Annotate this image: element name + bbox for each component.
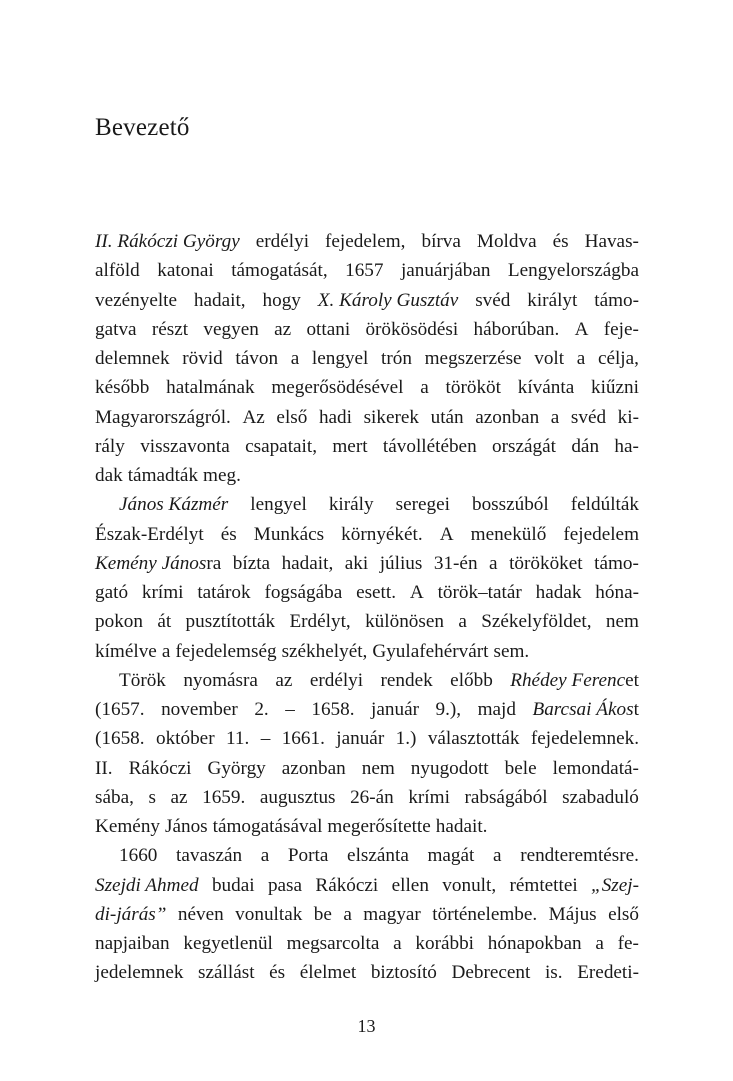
word: székhelyét, bbox=[281, 640, 368, 662]
text-line bbox=[95, 637, 639, 666]
word: előbb bbox=[450, 669, 493, 691]
word: nyomásra bbox=[183, 669, 258, 691]
word: vezényelte bbox=[95, 289, 178, 311]
word: II. bbox=[95, 757, 113, 779]
text-line bbox=[95, 490, 639, 519]
word: török–tatár bbox=[437, 582, 522, 603]
word: erdélyi bbox=[309, 669, 364, 691]
word bbox=[95, 227, 240, 256]
word: után bbox=[430, 406, 464, 428]
text-line bbox=[95, 344, 639, 373]
paragraph bbox=[95, 666, 639, 842]
word: augusztus bbox=[259, 786, 336, 808]
word bbox=[95, 900, 166, 929]
italic-text: X. Károly Gusztáv bbox=[317, 289, 459, 311]
word: Székelyföldet, bbox=[481, 611, 592, 633]
word: örökösödési bbox=[365, 318, 459, 340]
word: (1657. bbox=[95, 699, 145, 720]
text-line bbox=[95, 432, 639, 461]
word: rabságából bbox=[464, 786, 548, 808]
word: lengyel bbox=[250, 494, 307, 516]
word: pokon bbox=[95, 611, 143, 633]
word: csapatait, bbox=[245, 435, 318, 457]
word: krími bbox=[408, 786, 450, 808]
word: szabaduló bbox=[562, 786, 639, 808]
word: 9.), bbox=[435, 699, 462, 720]
word: október bbox=[155, 728, 215, 750]
text-line bbox=[95, 578, 639, 607]
word: volt bbox=[534, 348, 565, 369]
text-line bbox=[95, 403, 639, 432]
word-part: Rhédey Ferenc bbox=[510, 669, 626, 691]
word: az bbox=[275, 669, 293, 691]
word: 11. bbox=[226, 728, 250, 750]
word: ottani bbox=[306, 318, 351, 340]
word: – bbox=[260, 728, 271, 750]
word: lemondatá- bbox=[552, 757, 639, 779]
text-line bbox=[95, 286, 639, 315]
word: királyt bbox=[527, 289, 578, 311]
text-line bbox=[95, 520, 639, 549]
paragraph bbox=[95, 490, 639, 666]
word: az bbox=[274, 318, 292, 340]
text-line bbox=[95, 724, 639, 753]
word: azonban bbox=[281, 757, 346, 779]
word: erdélyi bbox=[255, 231, 310, 252]
word: fejedelemség bbox=[175, 640, 277, 662]
word: az bbox=[170, 786, 188, 808]
word: fogságába bbox=[264, 582, 343, 603]
word: július bbox=[379, 552, 423, 574]
word: magát bbox=[427, 845, 475, 867]
word: korábbi bbox=[415, 933, 475, 954]
word: A bbox=[409, 582, 424, 603]
word: sába, bbox=[95, 786, 134, 808]
word: hadait, bbox=[281, 552, 334, 574]
word: részt bbox=[151, 318, 189, 340]
word: meg. bbox=[203, 465, 241, 486]
word: támogatásával bbox=[212, 816, 323, 837]
italic-text: Szejdi Ahmed bbox=[95, 874, 199, 896]
italic-text: di-járás” bbox=[95, 903, 167, 925]
word: Porta bbox=[287, 845, 329, 867]
word: napjaiban bbox=[95, 933, 170, 954]
word: Észak-Erdélyt bbox=[95, 523, 204, 545]
word: élelmet bbox=[299, 962, 357, 984]
word: megerősítette bbox=[327, 816, 431, 837]
word: seregei bbox=[395, 494, 450, 516]
word: rendek bbox=[380, 669, 433, 691]
word: a bbox=[458, 611, 467, 633]
word bbox=[119, 490, 228, 519]
word: krími bbox=[141, 582, 184, 603]
word: Magyarországról. bbox=[95, 406, 231, 428]
word: a bbox=[343, 903, 352, 925]
word: Török bbox=[119, 669, 166, 691]
text-line bbox=[95, 783, 639, 812]
word: Moldva bbox=[476, 231, 537, 252]
word: a bbox=[161, 640, 171, 662]
word: 1659. bbox=[202, 786, 246, 808]
text-line bbox=[95, 256, 639, 285]
page-number: 13 bbox=[357, 1016, 376, 1036]
word: januárjában bbox=[400, 260, 491, 282]
word: január bbox=[336, 728, 385, 750]
word: sikerek bbox=[363, 406, 419, 428]
word: első bbox=[276, 406, 308, 428]
word: ha- bbox=[614, 435, 639, 457]
word: Rákóczi bbox=[315, 874, 379, 896]
word: szállást bbox=[198, 962, 255, 984]
word: hadait, bbox=[193, 289, 246, 311]
body-text bbox=[95, 227, 639, 988]
word-part: Kemény János bbox=[95, 552, 207, 574]
word: kímélve bbox=[95, 640, 157, 662]
word: környékét. bbox=[341, 523, 423, 545]
word: feje- bbox=[603, 318, 639, 340]
word: november bbox=[161, 699, 238, 720]
word: 1660 bbox=[119, 845, 158, 867]
word: svéd bbox=[475, 289, 511, 311]
word: Lengyelországba bbox=[507, 260, 639, 282]
word: és bbox=[220, 523, 237, 545]
word: bírva bbox=[421, 231, 461, 252]
word: pusztították bbox=[185, 611, 276, 633]
word: fejedelem bbox=[563, 523, 639, 545]
word-part: ra bbox=[206, 552, 222, 574]
word: vegyen bbox=[203, 318, 259, 340]
word: A bbox=[439, 523, 454, 545]
word: király bbox=[328, 494, 374, 516]
word: a bbox=[393, 933, 402, 954]
word: a bbox=[260, 845, 270, 867]
word: 26-án bbox=[350, 786, 394, 808]
word: hadait. bbox=[435, 816, 488, 837]
word: mert bbox=[332, 435, 368, 457]
word: be bbox=[313, 903, 332, 925]
word: menekülő bbox=[470, 523, 547, 545]
word: aki bbox=[344, 552, 369, 574]
word: katonai bbox=[157, 260, 214, 282]
word: vonultak bbox=[235, 903, 303, 925]
word: esett. bbox=[356, 582, 397, 603]
italic-text: „Szej- bbox=[591, 874, 639, 896]
word: 1661. bbox=[281, 728, 325, 750]
word: fe- bbox=[617, 933, 639, 954]
word: néven bbox=[177, 903, 224, 925]
word: gató bbox=[95, 582, 129, 603]
word: s bbox=[148, 786, 156, 808]
word: Az bbox=[242, 406, 265, 428]
word: Debrecent bbox=[451, 962, 531, 984]
word: 1658. bbox=[311, 699, 355, 720]
text-line bbox=[95, 373, 639, 402]
word: rövid bbox=[182, 348, 223, 369]
word: trón bbox=[381, 348, 412, 369]
word: Kemény bbox=[95, 816, 161, 837]
word: lengyel bbox=[311, 348, 369, 369]
word: rendteremtésre. bbox=[520, 845, 639, 867]
word: Havas- bbox=[584, 231, 639, 252]
word: alföld bbox=[95, 260, 140, 282]
word: Munkács bbox=[253, 523, 325, 545]
word: választották bbox=[427, 728, 520, 750]
word: első bbox=[608, 903, 639, 925]
word: Eredeti- bbox=[577, 962, 639, 984]
word: megsarcolta bbox=[286, 933, 380, 954]
word: gatva bbox=[95, 318, 137, 340]
word: Erdélyt, bbox=[289, 611, 351, 633]
word: a bbox=[290, 348, 300, 369]
word: támo- bbox=[594, 552, 639, 574]
word: Rákóczi bbox=[128, 757, 192, 779]
word: a bbox=[420, 377, 429, 399]
word: György bbox=[207, 757, 266, 779]
word: pasa bbox=[267, 874, 303, 896]
word: később bbox=[95, 377, 150, 399]
word: hogy bbox=[262, 289, 301, 311]
chapter-title: Bevezető bbox=[95, 114, 190, 141]
text-line bbox=[95, 754, 639, 783]
word: delemnek bbox=[95, 348, 170, 369]
word: hadak bbox=[535, 582, 582, 603]
text-line bbox=[95, 841, 639, 870]
word: nyugodott bbox=[410, 757, 489, 779]
text-line bbox=[95, 900, 639, 929]
word: távon bbox=[235, 348, 279, 369]
word bbox=[510, 666, 639, 695]
text-line bbox=[95, 549, 639, 578]
text-line bbox=[95, 315, 639, 344]
word: a bbox=[576, 348, 586, 369]
italic-text: János Kázmér bbox=[119, 494, 229, 516]
word: nem bbox=[361, 757, 395, 779]
word: 1.) bbox=[395, 728, 417, 750]
word: elszánta bbox=[347, 845, 409, 867]
word bbox=[591, 871, 639, 900]
word: bele bbox=[504, 757, 537, 779]
word: visszavonta bbox=[140, 435, 230, 457]
word: tatárok bbox=[197, 582, 251, 603]
word: támadták bbox=[127, 465, 199, 486]
word: azonban bbox=[475, 406, 540, 428]
word: és bbox=[269, 962, 286, 984]
word: feldúlták bbox=[570, 494, 639, 516]
word: hónapokban bbox=[487, 933, 582, 954]
word: rémtettei bbox=[509, 874, 578, 896]
word: törököt bbox=[445, 377, 501, 399]
word bbox=[532, 695, 638, 724]
word bbox=[95, 549, 221, 578]
italic-text: II. Rákóczi György bbox=[95, 231, 240, 252]
word: vonult, bbox=[442, 874, 497, 896]
word-part: Barcsai Ákos bbox=[532, 699, 634, 720]
word: különösen bbox=[365, 611, 444, 633]
text-line bbox=[95, 695, 639, 724]
word: (1658. bbox=[95, 728, 145, 750]
word: majd bbox=[477, 699, 516, 720]
word: háborúban. bbox=[473, 318, 560, 340]
word: támo- bbox=[594, 289, 639, 311]
text-line bbox=[95, 666, 639, 695]
word: fejedelemnek. bbox=[530, 728, 639, 750]
text-line bbox=[95, 227, 639, 256]
word: hadi bbox=[318, 406, 352, 428]
word: 2. bbox=[254, 699, 269, 720]
word: a bbox=[595, 933, 604, 954]
word: a bbox=[550, 406, 560, 428]
paragraph bbox=[95, 227, 639, 490]
word: a bbox=[489, 552, 498, 574]
word: megszerzése bbox=[424, 348, 522, 369]
text-line bbox=[95, 461, 639, 490]
word: ki- bbox=[617, 406, 639, 428]
text-line bbox=[95, 958, 639, 987]
word: magyar bbox=[363, 903, 421, 925]
word: hatalmának bbox=[166, 377, 255, 399]
word: távollétében bbox=[382, 435, 477, 457]
word: kiűzni bbox=[590, 377, 639, 399]
text-line bbox=[95, 929, 639, 958]
word: Május bbox=[548, 903, 597, 925]
word: dak bbox=[95, 465, 123, 486]
word: kívánta bbox=[517, 377, 575, 399]
word: át bbox=[157, 611, 172, 633]
text-line bbox=[95, 871, 639, 900]
word: rály bbox=[95, 435, 125, 457]
word: célja, bbox=[597, 348, 639, 369]
word: támogatását, bbox=[231, 260, 328, 282]
word: és bbox=[552, 231, 569, 252]
word: 31-én bbox=[433, 552, 478, 574]
paragraph bbox=[95, 841, 639, 987]
word: Gyulafehérvárt bbox=[372, 640, 489, 662]
text-line bbox=[95, 812, 639, 841]
word: 1657 bbox=[345, 260, 384, 282]
word: január bbox=[371, 699, 419, 720]
word: bízta bbox=[232, 552, 271, 574]
word bbox=[318, 286, 459, 315]
word: jedelemnek bbox=[95, 962, 184, 984]
word-part: t bbox=[633, 699, 639, 720]
word: hóna- bbox=[595, 582, 639, 603]
word: – bbox=[285, 699, 295, 720]
word bbox=[95, 871, 199, 900]
word: országát bbox=[492, 435, 556, 457]
word: fejedelem, bbox=[325, 231, 406, 252]
word: megerősödésével bbox=[271, 377, 404, 399]
word: bosszúból bbox=[471, 494, 549, 516]
word: dán bbox=[571, 435, 600, 457]
word: svéd bbox=[570, 406, 607, 428]
word: történelembe. bbox=[432, 903, 538, 925]
word: A bbox=[574, 318, 589, 340]
text-line bbox=[95, 607, 639, 636]
word: biztosító bbox=[370, 962, 437, 984]
word: tavaszán bbox=[176, 845, 243, 867]
word-part: et bbox=[625, 669, 639, 691]
word: kegyetlenül bbox=[183, 933, 273, 954]
word: törököket bbox=[509, 552, 583, 574]
word: János bbox=[165, 816, 208, 837]
word: sem. bbox=[493, 640, 530, 662]
word: ellen bbox=[391, 874, 429, 896]
word: nem bbox=[605, 611, 639, 633]
word: a bbox=[493, 845, 502, 867]
word: is. bbox=[544, 962, 563, 984]
word: budai bbox=[211, 874, 255, 896]
